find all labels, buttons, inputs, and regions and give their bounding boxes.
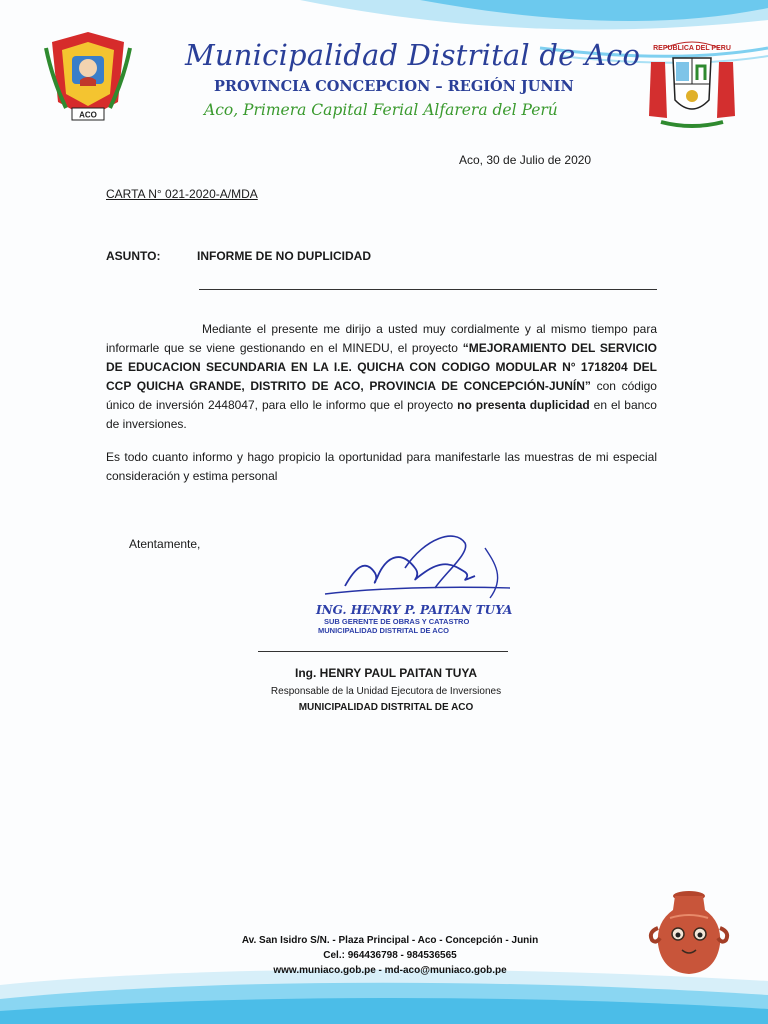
- stamp-organization: MUNICIPALIDAD DISTRITAL DE ACO: [318, 626, 449, 635]
- subject-underline: [199, 289, 657, 290]
- letter-reference: CARTA N° 021-2020-A/MDA: [106, 187, 258, 201]
- peru-shield-label: REPUBLICA DEL PERU: [653, 45, 731, 52]
- letter-date: Aco, 30 de Julio de 2020: [459, 153, 592, 167]
- footer-phone: Cel.: 964436798 - 984536565: [323, 950, 457, 961]
- signatory-role: Responsable de la Unidad Ejecutora de Inversiones: [270, 686, 502, 697]
- no-duplicity-statement: no presenta duplicidad: [457, 398, 590, 412]
- municipality-motto: Aco, Primera Capital Ferial Alfarera del Perú: [204, 101, 558, 119]
- body-1-end: en el banco de inversiones.: [106, 398, 657, 431]
- pottery-jar-icon: [648, 888, 730, 978]
- peru-national-shield-icon: [645, 38, 739, 130]
- municipality-title: Municipalidad Distrital de Aco: [185, 38, 641, 72]
- coat-of-arms-label: ACO: [79, 110, 97, 120]
- body-paragraph-1: [106, 320, 657, 434]
- body-1-intro: Mediante el presente me dirijo a usted muy cordialmente y al mismo tiempo para informarle que se viene gestionando en el MINEDU, el proyecto: [106, 322, 657, 355]
- signatory-name: Ing. HENRY PAUL PAITAN TUYA: [294, 666, 477, 680]
- footer-address: Av. San Isidro S/N. - Plaza Principal - Aco - Concepción - Junin: [241, 935, 539, 946]
- handwritten-signature: [305, 528, 520, 608]
- subject-label: ASUNTO:: [106, 249, 161, 263]
- signatory-organization: MUNICIPALIDAD DISTRITAL DE ACO: [298, 702, 474, 713]
- project-name: “MEJORAMIENTO DEL SERVICIO DE EDUCACION SECUNDARIA EN LA I.E. QUICHA CON CODIGO MODULAR N° 1718204 DEL CCP QUICHA GRANDE, DISTRITO DE ACO, PROVINCIA DE CONCEPCIÓN-JUNÍN”: [106, 341, 657, 393]
- stamp-position: SUB GERENTE DE OBRAS Y CATASTRO: [324, 617, 470, 626]
- body-paragraph-2: Es todo cuanto informo y hago propicio la oportunidad para manifestarle las muestras de mi especial consideración y estima personal: [106, 450, 657, 483]
- municipal-coat-of-arms-icon: [42, 28, 134, 124]
- stamp-name: ING. HENRY P. PAITAN TUYA: [316, 603, 513, 617]
- closing-salutation: Atentamente,: [129, 537, 201, 551]
- subject-value: INFORME DE NO DUPLICIDAD: [197, 249, 371, 263]
- province-subtitle: PROVINCIA CONCEPCION – REGIÓN JUNIN: [214, 78, 574, 95]
- signature-line: [258, 651, 508, 652]
- footer-web: www.muniaco.gob.pe - md-aco@muniaco.gob.pe: [273, 965, 507, 976]
- body-1-code: con código único de inversión 2448047, para ello le informo que el proyecto: [106, 379, 657, 412]
